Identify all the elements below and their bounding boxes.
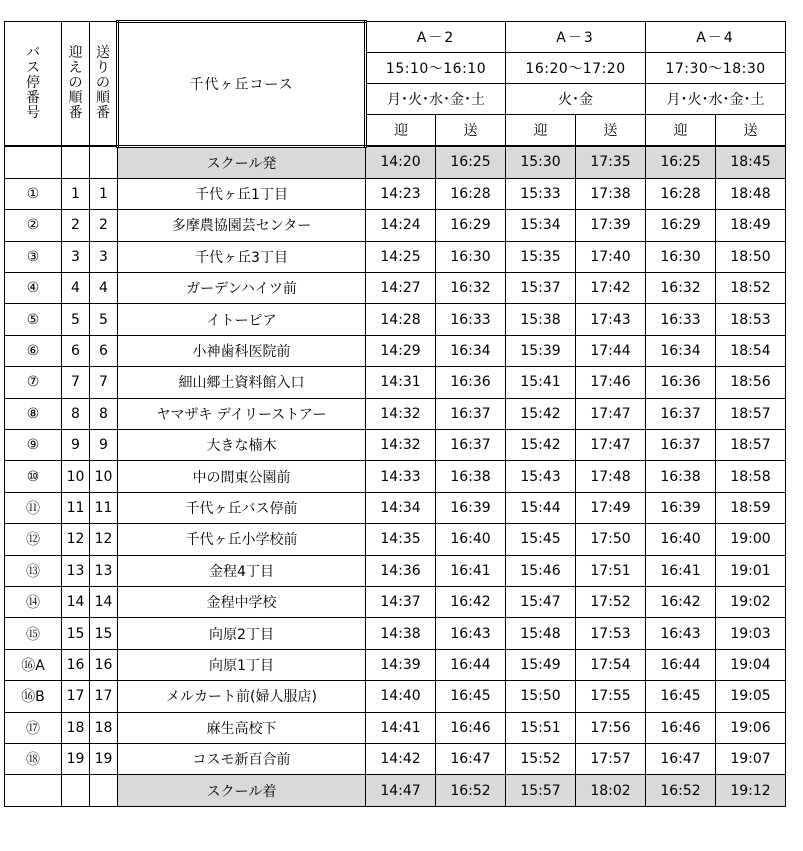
time-cell: 14:34 [366, 492, 436, 523]
time-cell: 19:05 [716, 681, 786, 712]
time-cell: 16:25 [436, 146, 506, 178]
time-cell: 16:32 [646, 273, 716, 304]
stop-number: ⑫ [5, 524, 62, 555]
time-cell: 16:40 [436, 524, 506, 555]
time-cell: 18:48 [716, 178, 786, 209]
header-char: 号 [26, 105, 40, 121]
time-cell: 15:50 [506, 681, 576, 712]
time-cell: 16:33 [646, 304, 716, 335]
time-cell: 18:53 [716, 304, 786, 335]
time-cell: 16:43 [436, 618, 506, 649]
time-cell: 15:44 [506, 492, 576, 523]
time-cell: 17:49 [576, 492, 646, 523]
empty-cell [90, 775, 118, 806]
time-cell: 17:46 [576, 367, 646, 398]
time-cell: 16:36 [646, 367, 716, 398]
empty-cell [62, 146, 90, 178]
stop-name: コスモ新百合前 [118, 743, 366, 774]
time-cell: 18:56 [716, 367, 786, 398]
table-row [5, 210, 786, 241]
time-cell: 17:52 [576, 586, 646, 617]
stop-number: ① [5, 178, 62, 209]
time-cell: 15:34 [506, 210, 576, 241]
time-cell: 15:33 [506, 178, 576, 209]
header-char: ス [26, 60, 40, 76]
time-cell: 14:20 [366, 146, 436, 178]
pickup-order: 15 [62, 618, 90, 649]
time-cell: 14:35 [366, 524, 436, 555]
time-cell: 18:54 [716, 335, 786, 366]
time-cell: 15:47 [506, 586, 576, 617]
time-cell: 14:36 [366, 555, 436, 586]
time-cell: 17:47 [576, 398, 646, 429]
time-cell: 16:44 [436, 649, 506, 680]
time-cell: 17:44 [576, 335, 646, 366]
dropoff-order: 18 [90, 712, 118, 743]
time-cell: 19:07 [716, 743, 786, 774]
time-cell: 17:53 [576, 618, 646, 649]
pickup-order: 10 [62, 461, 90, 492]
stop-name: ガーデンハイツ前 [118, 273, 366, 304]
pickup-order: 16 [62, 649, 90, 680]
table-row [5, 430, 786, 461]
time-cell: 18:57 [716, 398, 786, 429]
time-cell: 14:32 [366, 398, 436, 429]
time-cell: 16:28 [646, 178, 716, 209]
stop-name: 向原1丁目 [118, 649, 366, 680]
dropoff-order: 6 [90, 335, 118, 366]
table-row [5, 712, 786, 743]
route-code: A－4 [646, 22, 786, 53]
time-cell: 16:42 [646, 586, 716, 617]
dropoff-order: 5 [90, 304, 118, 335]
time-cell: 17:54 [576, 649, 646, 680]
time-cell: 14:25 [366, 241, 436, 272]
time-cell: 16:41 [646, 555, 716, 586]
time-cell: 16:30 [646, 241, 716, 272]
time-cell: 16:45 [436, 681, 506, 712]
header-char: の [96, 75, 110, 91]
stop-name: 金程中学校 [118, 586, 366, 617]
time-cell: 16:25 [646, 146, 716, 178]
time-cell: 16:46 [436, 712, 506, 743]
table-row [5, 367, 786, 398]
stop-name: メルカート前(婦人服店) [118, 681, 366, 712]
dropoff-order: 8 [90, 398, 118, 429]
time-cell: 19:03 [716, 618, 786, 649]
time-cell: 15:35 [506, 241, 576, 272]
table-row [5, 241, 786, 272]
pickup-label: 迎 [646, 115, 716, 147]
time-cell: 16:47 [436, 743, 506, 774]
dropoff-order: 1 [90, 178, 118, 209]
school-label: スクール着 [118, 775, 366, 806]
time-cell: 16:29 [436, 210, 506, 241]
header-char: り [96, 60, 110, 76]
pickup-order: 2 [62, 210, 90, 241]
time-cell: 17:47 [576, 430, 646, 461]
header-char: 番 [26, 90, 40, 106]
stop-name: 中の間東公園前 [118, 461, 366, 492]
time-cell: 18:58 [716, 461, 786, 492]
pickup-order: 4 [62, 273, 90, 304]
pickup-order: 9 [62, 430, 90, 461]
header-char: バ [26, 45, 40, 61]
time-cell: 19:12 [716, 775, 786, 806]
time-cell: 18:59 [716, 492, 786, 523]
time-cell: 15:48 [506, 618, 576, 649]
time-cell: 17:50 [576, 524, 646, 555]
pickup-label: 迎 [506, 115, 576, 147]
time-cell: 18:49 [716, 210, 786, 241]
time-cell: 15:42 [506, 398, 576, 429]
time-cell: 15:49 [506, 649, 576, 680]
header-char: え [68, 60, 83, 76]
time-cell: 16:52 [646, 775, 716, 806]
time-cell: 16:43 [646, 618, 716, 649]
dropoff-label: 送 [716, 115, 786, 147]
route-time-range: 17:30～18:30 [646, 53, 786, 84]
time-cell: 17:43 [576, 304, 646, 335]
pickup-order: 19 [62, 743, 90, 774]
time-cell: 14:27 [366, 273, 436, 304]
time-cell: 16:38 [646, 461, 716, 492]
pickup-order: 8 [62, 398, 90, 429]
header-char: 順 [96, 90, 110, 106]
stop-number: ⑤ [5, 304, 62, 335]
stop-number: ⑬ [5, 555, 62, 586]
stop-number: ⑦ [5, 367, 62, 398]
time-cell: 16:37 [646, 398, 716, 429]
time-cell: 16:32 [436, 273, 506, 304]
time-cell: 16:40 [646, 524, 716, 555]
time-cell: 18:52 [716, 273, 786, 304]
stop-number: ③ [5, 241, 62, 272]
pickup-order: 11 [62, 492, 90, 523]
dropoff-order: 9 [90, 430, 118, 461]
time-cell: 14:29 [366, 335, 436, 366]
timetable [4, 20, 786, 807]
empty-cell [5, 775, 62, 806]
pickup-order: 14 [62, 586, 90, 617]
stop-number: ⑰ [5, 712, 62, 743]
header-char: 番 [68, 105, 83, 121]
pickup-label: 迎 [366, 115, 436, 147]
dropoff-order: 10 [90, 461, 118, 492]
stop-number: ⑭ [5, 586, 62, 617]
table-row [5, 618, 786, 649]
table-row [5, 304, 786, 335]
time-cell: 14:31 [366, 367, 436, 398]
time-cell: 15:42 [506, 430, 576, 461]
time-cell: 18:02 [576, 775, 646, 806]
route-code: A－3 [506, 22, 646, 53]
time-cell: 15:30 [506, 146, 576, 178]
time-cell: 17:56 [576, 712, 646, 743]
time-cell: 14:23 [366, 178, 436, 209]
time-cell: 15:37 [506, 273, 576, 304]
stop-name: 千代ヶ丘小学校前 [118, 524, 366, 555]
route-code: A－2 [366, 22, 506, 53]
table-row [5, 492, 786, 523]
table-row [5, 178, 786, 209]
dropoff-label: 送 [576, 115, 646, 147]
time-cell: 16:44 [646, 649, 716, 680]
time-cell: 14:41 [366, 712, 436, 743]
time-cell: 14:40 [366, 681, 436, 712]
dropoff-order: 2 [90, 210, 118, 241]
route-time-range: 16:20～17:20 [506, 53, 646, 84]
dropoff-order: 16 [90, 649, 118, 680]
time-cell: 18:45 [716, 146, 786, 178]
time-cell: 14:33 [366, 461, 436, 492]
time-cell: 17:57 [576, 743, 646, 774]
dropoff-order: 17 [90, 681, 118, 712]
route-days: 火･金 [506, 84, 646, 115]
dropoff-order: 4 [90, 273, 118, 304]
time-cell: 14:38 [366, 618, 436, 649]
time-cell: 19:00 [716, 524, 786, 555]
stop-number: ⑨ [5, 430, 62, 461]
course-title: 千代ヶ丘コース [118, 22, 366, 147]
stop-number: ⑩ [5, 461, 62, 492]
time-cell: 16:34 [646, 335, 716, 366]
time-cell: 14:24 [366, 210, 436, 241]
route-days: 月･火･水･金･土 [366, 84, 506, 115]
time-cell: 14:39 [366, 649, 436, 680]
time-cell: 19:06 [716, 712, 786, 743]
time-cell: 16:39 [436, 492, 506, 523]
dropoff-order-header [90, 22, 118, 147]
table-row [5, 586, 786, 617]
time-cell: 18:57 [716, 430, 786, 461]
time-cell: 17:55 [576, 681, 646, 712]
school-row [5, 146, 786, 178]
table-row [5, 681, 786, 712]
empty-cell [90, 146, 118, 178]
time-cell: 14:37 [366, 586, 436, 617]
stop-number: ④ [5, 273, 62, 304]
time-cell: 14:32 [366, 430, 436, 461]
time-cell: 16:37 [646, 430, 716, 461]
route-time-range: 15:10～16:10 [366, 53, 506, 84]
stop-number: ② [5, 210, 62, 241]
table-row [5, 461, 786, 492]
time-cell: 16:39 [646, 492, 716, 523]
header-char: 停 [26, 75, 40, 91]
time-cell: 17:40 [576, 241, 646, 272]
time-cell: 19:02 [716, 586, 786, 617]
dropoff-order: 14 [90, 586, 118, 617]
time-cell: 18:50 [716, 241, 786, 272]
stop-number: ⑥ [5, 335, 62, 366]
table-row [5, 649, 786, 680]
dropoff-order: 19 [90, 743, 118, 774]
time-cell: 17:39 [576, 210, 646, 241]
time-cell: 15:46 [506, 555, 576, 586]
stop-name: 金程4丁目 [118, 555, 366, 586]
empty-cell [62, 775, 90, 806]
time-cell: 17:51 [576, 555, 646, 586]
pickup-order: 13 [62, 555, 90, 586]
time-cell: 16:34 [436, 335, 506, 366]
time-cell: 16:37 [436, 430, 506, 461]
route-days: 月･火･水･金･土 [646, 84, 786, 115]
time-cell: 19:04 [716, 649, 786, 680]
time-cell: 14:28 [366, 304, 436, 335]
time-cell: 17:48 [576, 461, 646, 492]
stop-name: ヤマザキ デイリーストアー [118, 398, 366, 429]
stop-number: ⑱ [5, 743, 62, 774]
table-row [5, 273, 786, 304]
time-cell: 15:57 [506, 775, 576, 806]
bus-stop-number-header [5, 22, 62, 147]
dropoff-label: 送 [436, 115, 506, 147]
time-cell: 16:46 [646, 712, 716, 743]
stop-name: 大きな楠木 [118, 430, 366, 461]
header-char: の [68, 75, 83, 91]
header-char: 順 [68, 90, 83, 106]
time-cell: 15:52 [506, 743, 576, 774]
table-row [5, 524, 786, 555]
dropoff-order: 11 [90, 492, 118, 523]
time-cell: 16:29 [646, 210, 716, 241]
pickup-order: 5 [62, 304, 90, 335]
dropoff-order: 15 [90, 618, 118, 649]
pickup-order: 17 [62, 681, 90, 712]
time-cell: 16:41 [436, 555, 506, 586]
table-row [5, 555, 786, 586]
stop-number: ⑮ [5, 618, 62, 649]
time-cell: 17:42 [576, 273, 646, 304]
time-cell: 17:35 [576, 146, 646, 178]
time-cell: 15:41 [506, 367, 576, 398]
time-cell: 16:30 [436, 241, 506, 272]
stop-name: 麻生高校下 [118, 712, 366, 743]
time-cell: 16:52 [436, 775, 506, 806]
time-cell: 14:47 [366, 775, 436, 806]
stop-name: 千代ヶ丘3丁目 [118, 241, 366, 272]
stop-name: 向原2丁目 [118, 618, 366, 649]
stop-name: 千代ヶ丘1丁目 [118, 178, 366, 209]
stop-number: ⑯B [5, 681, 62, 712]
stop-number: ⑧ [5, 398, 62, 429]
dropoff-order: 3 [90, 241, 118, 272]
school-row [5, 775, 786, 806]
school-label: スクール発 [118, 146, 366, 178]
pickup-order: 6 [62, 335, 90, 366]
time-cell: 15:39 [506, 335, 576, 366]
time-cell: 15:45 [506, 524, 576, 555]
time-cell: 16:45 [646, 681, 716, 712]
header-char: 迎 [68, 45, 83, 61]
pickup-order: 18 [62, 712, 90, 743]
time-cell: 16:38 [436, 461, 506, 492]
stop-name: 千代ヶ丘バス停前 [118, 492, 366, 523]
table-row [5, 743, 786, 774]
time-cell: 16:33 [436, 304, 506, 335]
pickup-order: 1 [62, 178, 90, 209]
dropoff-order: 7 [90, 367, 118, 398]
stop-name: イトーピア [118, 304, 366, 335]
header-char: 送 [96, 45, 110, 61]
time-cell: 16:36 [436, 367, 506, 398]
table-row [5, 335, 786, 366]
time-cell: 15:38 [506, 304, 576, 335]
pickup-order-header [62, 22, 90, 147]
time-cell: 14:42 [366, 743, 436, 774]
time-cell: 19:01 [716, 555, 786, 586]
pickup-order: 12 [62, 524, 90, 555]
time-cell: 17:38 [576, 178, 646, 209]
time-cell: 16:47 [646, 743, 716, 774]
pickup-order: 7 [62, 367, 90, 398]
stop-name: 細山郷土資料館入口 [118, 367, 366, 398]
dropoff-order: 12 [90, 524, 118, 555]
time-cell: 16:28 [436, 178, 506, 209]
table-row [5, 398, 786, 429]
time-cell: 15:43 [506, 461, 576, 492]
time-cell: 15:51 [506, 712, 576, 743]
stop-number: ⑯A [5, 649, 62, 680]
time-cell: 16:42 [436, 586, 506, 617]
stop-name: 多摩農協園芸センター [118, 210, 366, 241]
header-char: 番 [96, 105, 110, 121]
time-cell: 16:37 [436, 398, 506, 429]
stop-name: 小神歯科医院前 [118, 335, 366, 366]
empty-cell [5, 146, 62, 178]
stop-number: ⑪ [5, 492, 62, 523]
dropoff-order: 13 [90, 555, 118, 586]
pickup-order: 3 [62, 241, 90, 272]
